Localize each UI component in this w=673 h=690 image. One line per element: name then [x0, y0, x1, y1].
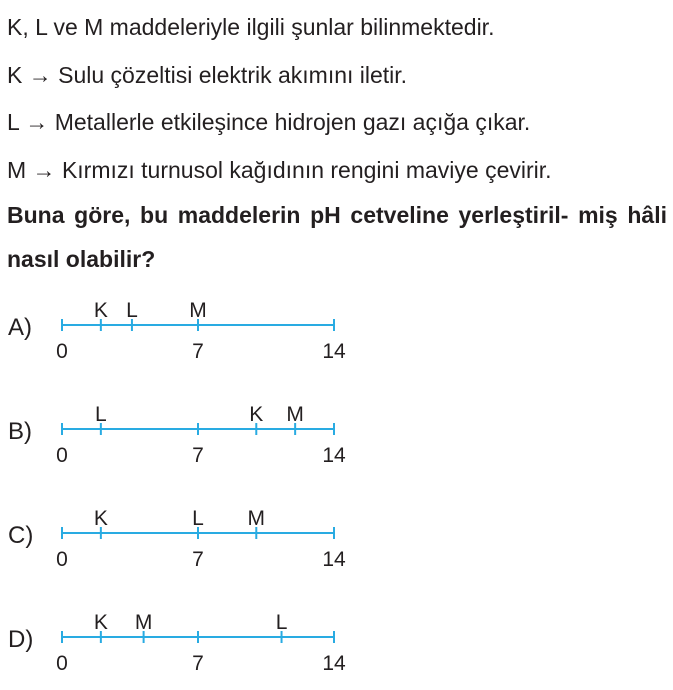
option-letter: C) — [8, 522, 34, 549]
question-text: Buna göre, bu maddelerin pH cetveline yerleştiril- miş hâli nasıl olabilir? — [7, 202, 667, 272]
statement-m: M → Kırmızı turnusol kağıdının rengini maviye çevirir. — [7, 157, 552, 183]
marker-label: L — [192, 507, 204, 530]
scale-tick-label: 0 — [56, 340, 68, 363]
scale-tick-label: 0 — [56, 652, 68, 675]
option-letter: A) — [8, 314, 32, 341]
scale-tick-label: 0 — [56, 444, 68, 467]
ph-scale — [0, 610, 673, 690]
option-c[interactable] — [0, 506, 673, 586]
ph-scale — [0, 402, 673, 482]
scale-tick-label: 0 — [56, 548, 68, 571]
marker-label: M — [134, 611, 153, 634]
scale-tick-label: 14 — [322, 340, 346, 363]
marker-label: M — [286, 403, 304, 426]
marker-label: K — [93, 299, 108, 322]
scale-tick-label: 7 — [192, 444, 204, 467]
marker-label: M — [189, 299, 207, 322]
option-letter: B) — [8, 418, 32, 445]
scale-tick-label: 7 — [192, 652, 204, 675]
statement-k: K → Sulu çözeltisi elektrik akımını iletir. — [7, 62, 408, 88]
marker-label: M — [247, 507, 266, 530]
ph-scale — [0, 506, 673, 586]
marker-label: K — [249, 403, 264, 426]
option-d[interactable] — [0, 610, 673, 690]
marker-label: L — [126, 299, 138, 322]
scale-tick-label: 14 — [322, 548, 346, 571]
scale-tick-label: 14 — [322, 444, 346, 467]
marker-label: K — [93, 507, 108, 530]
scale-tick-label: 7 — [192, 548, 204, 571]
option-a[interactable] — [0, 298, 673, 378]
intro-statement: K, L ve M maddeleriyle ilgili şunlar bilinmektedir. — [7, 14, 495, 40]
marker-label: K — [93, 611, 108, 634]
marker-label: L — [95, 403, 107, 426]
scale-tick-label: 14 — [322, 652, 346, 675]
marker-label: L — [275, 611, 288, 634]
option-letter: D) — [8, 626, 34, 653]
option-b[interactable] — [0, 402, 673, 482]
scale-tick-label: 7 — [192, 340, 204, 363]
statement-l: L → Metallerle etkileşince hidrojen gazı açığa çıkar. — [7, 109, 531, 135]
ph-scale — [0, 298, 673, 378]
